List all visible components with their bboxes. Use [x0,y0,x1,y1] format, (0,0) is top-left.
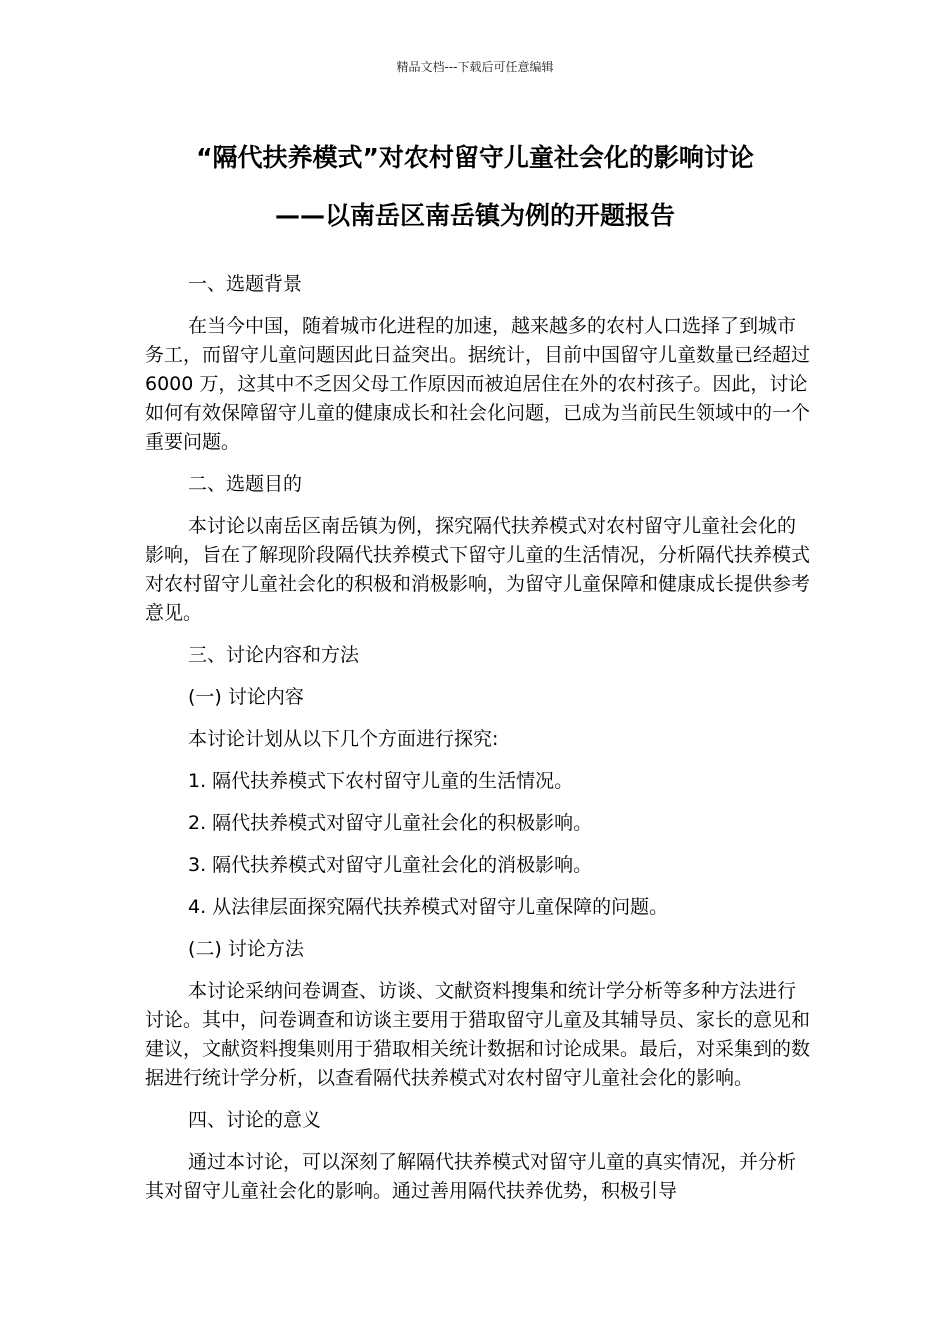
paragraph-method: 本讨论采纳问卷调查、访谈、文献资料搜集和统计学分析等多种方法进行讨论。其中，问卷调查和访谈主要用于猎取留守儿童及其辅导员、家长的意见和建议，文献资料搜集则用于猎取相关统计数据和讨论成果。最后，对采集到的数据进行统计学分析，以查看隔代扶养模式对农村留守儿童社会化的影响。 [145,980,811,1089]
list-item: 2. 隔代扶养模式对留守儿童社会化的积极影响。 [188,812,593,834]
document-title-line1: “隔代扶养模式”对农村留守儿童社会化的影响讨论 [196,143,754,172]
list-item: 1. 隔代扶养模式下农村留守儿童的生活情况。 [188,770,574,792]
document-body [145,270,810,1219]
document-title-line2: ——以南岳区南岳镇为例的开题报告 [274,201,675,230]
list-item: 3. 隔代扶养模式对留守儿童社会化的消极影响。 [188,854,593,876]
paragraph-background: 在当今中国，随着城市化进程的加速，越来越多的农村人口选择了到城市务工，而留守儿童问题因此日益突出。据统计，目前中国留守儿童数量已经超过 6000 万，这其中不乏因父母工作原因而被迫居住在外的农村孩子。因此，讨论如何有效保障留守儿童的健康成长和社会化问题，已成为当前民生领域中的一个重要问题。 [145,315,811,453]
paragraph-content-intro: 本讨论计划从以下几个方面进行探究: [188,728,499,750]
subheading-content: (一) 讨论内容 [188,686,304,708]
paragraph-purpose: 本讨论以南岳区南岳镇为例，探究隔代扶养模式对农村留守儿童社会化的影响，旨在了解现阶段隔代扶养模式下留守儿童的生活情况，分析隔代扶养模式对农村留守儿童社会化的积极和消极影响，为留守儿童保障和健康成长提供参考意见。 [145,515,811,624]
paragraph-significance: 通过本讨论，可以深刻了解隔代扶养模式对留守儿童的真实情况，并分析其对留守儿童社会化的影响。通过善用隔代扶养优势，积极引导 [145,1151,797,1202]
section-heading-background: 一、选题背景 [188,273,303,295]
section-heading-purpose: 二、选题目的 [188,473,303,495]
subheading-method: (二) 讨论方法 [188,938,304,960]
header-note: 精品文档---下载后可任意编辑 [396,60,554,74]
section-heading-significance: 四、讨论的意义 [188,1109,322,1131]
section-heading-content-method: 三、讨论内容和方法 [188,644,360,666]
list-item: 4. 从法律层面探究隔代扶养模式对留守儿童保障的问题。 [188,896,669,918]
